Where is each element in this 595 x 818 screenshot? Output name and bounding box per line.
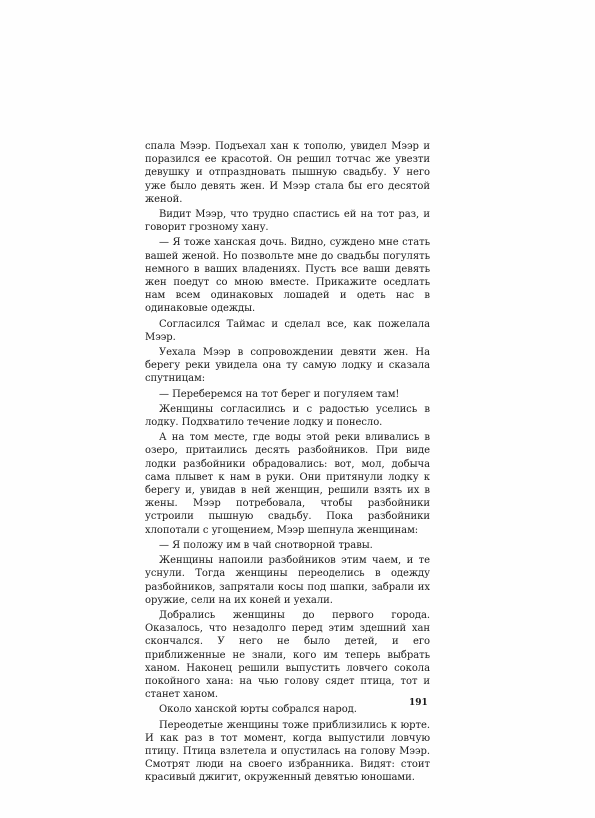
paragraph: Добрались женщины до первого города. Оказалось, что незадолго перед этим здешний хан скончался. У него не было детей, и его приближенные не знали, кого им теперь выбрать ханом. Наконец решили выпустить ловчего сокола покойного хана: на чью голову сядет птица, тот и станет ханом.	[145, 609, 430, 701]
paragraph: — Переберемся на тот берег и погуляем там!	[159, 388, 400, 400]
page-number: 191	[409, 698, 428, 708]
paragraph: Видит Мээр, что трудно спастись ей на тот раз, и говорит грозному хану.	[145, 209, 430, 234]
paragraph: Около ханской юрты собрался народ.	[159, 704, 357, 716]
paragraph: Переодетые женщины тоже приблизились к юрте. И как раз в тот момент, когда выпустили ловчую птицу. Птица взлетела и опустилась на голову Мээр. Смотрят люди на своего избранника. Видят: стоит красивый джигит, окруженный девятью юношами.	[145, 719, 430, 784]
paragraph: Согласился Таймас и сделал все, как пожелала Мээр.	[145, 318, 430, 343]
paragraph: Уехала Мээр в сопровождении девяти жен. На берегу реки увидела она ту самую лодку и сказала спутницам:	[145, 347, 430, 385]
body-text	[145, 140, 430, 787]
paragraph: спала Мээр. Подъехал хан к тополю, увидел Мээр и поразился ее красотой. Он решил тотчас же увезти девушку и отпраздновать пышную свадьбу. У него уже было девять жен. И Мээр стала бы его десятой женой.	[145, 141, 430, 205]
paragraph: — Я тоже ханская дочь. Видно, суждено мне стать вашей женой. Но позвольте мне до свадьбы погулять немного в ваших владениях. Пусть все ваши девять жен поедут со мною вместе. Прикажите оседлать нам всем одинаковых лошадей и одеть нас в одинаковые одежды.	[145, 237, 430, 315]
paragraph: Женщины согласились и с радостью уселись в лодку. Подхватило течение лодку и понесло.	[145, 403, 430, 429]
paragraph: А на том месте, где воды этой реки вливались в озеро, притаились десять разбойников. При виде лодки разбойники обрадовались: вот, мол, добыча сама плывет к нам в руки. Они притянули лодку к берегу и, увидав в ней женщин, решили взять их в жены. Мээр потребовала, чтобы разбойники устроили пышную свадьбу. Пока разбойники хлопотали с угощением, Мээр шепнула женщинам:	[145, 432, 430, 536]
paragraph: — Я положу им в чай снотворной травы.	[159, 539, 373, 551]
paragraph: Женщины напоили разбойников этим чаем, и те уснули. Тогда женщины переоделись в одежду разбойников, запрятали косы под шапки, забрали их оружие, сели на их коней и уехали.	[145, 555, 430, 606]
